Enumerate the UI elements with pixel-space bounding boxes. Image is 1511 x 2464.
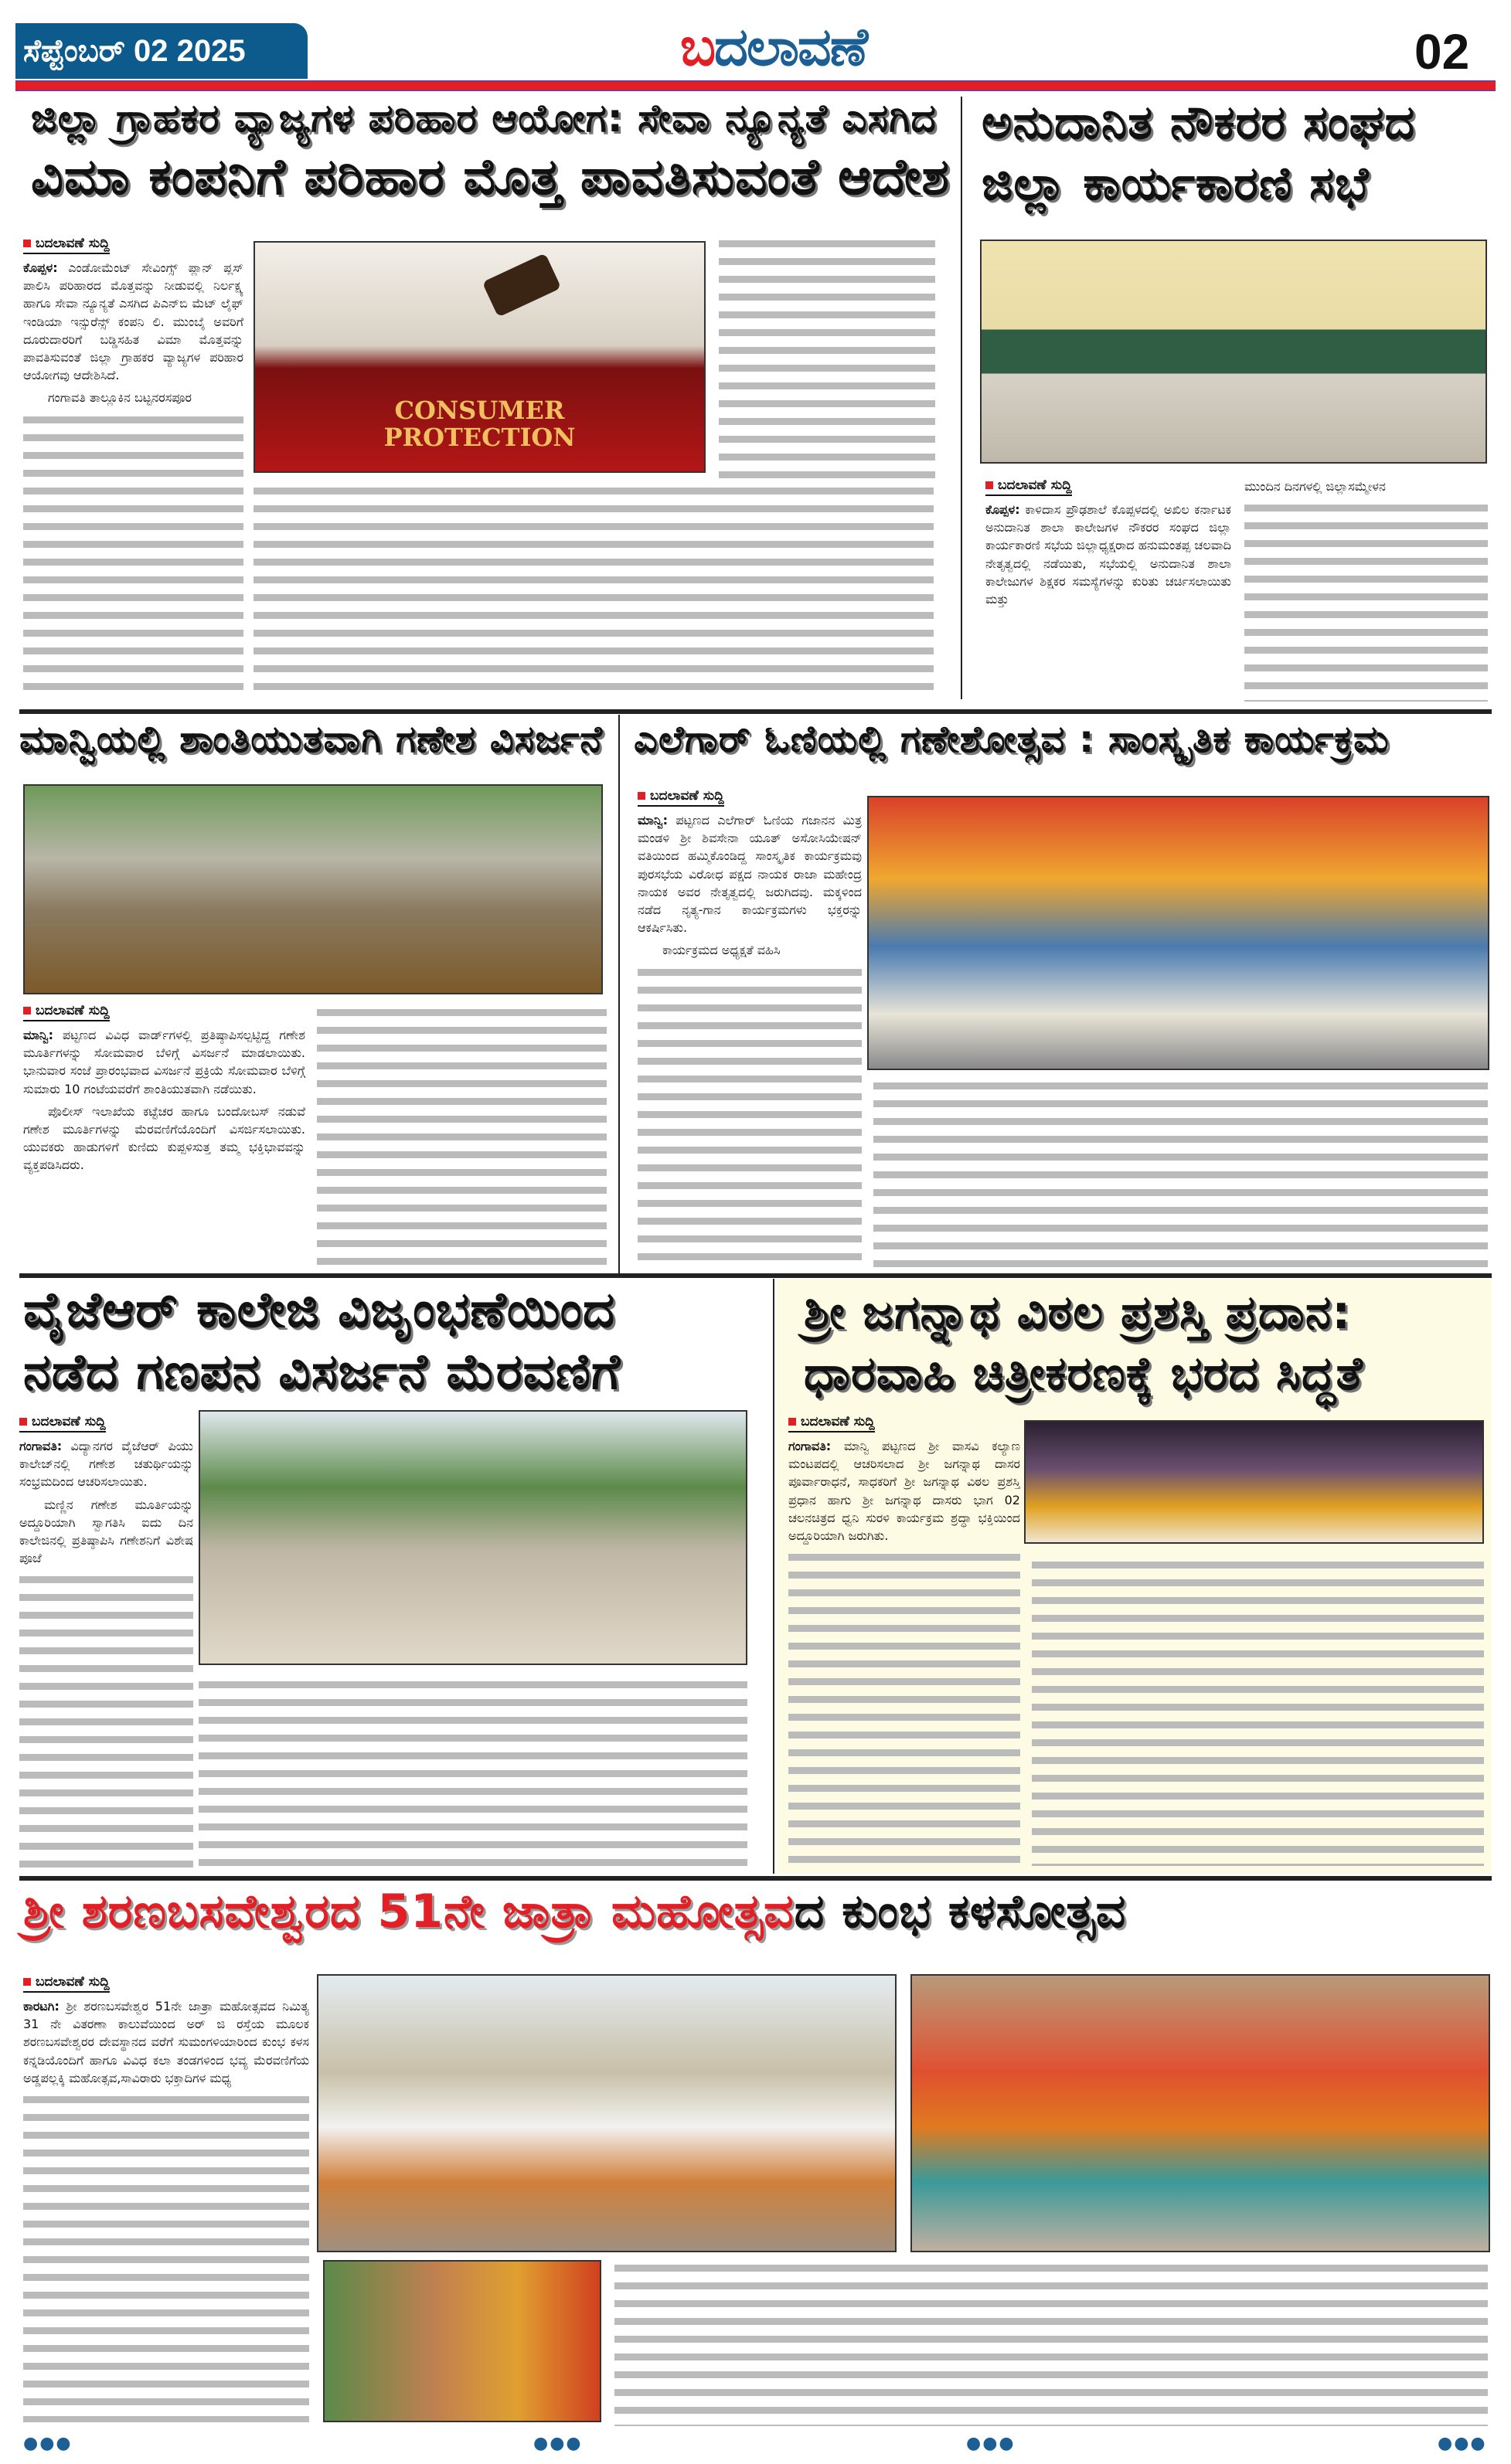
consumer-article-body [23, 236, 243, 699]
photo-text: PROTECTION [383, 423, 576, 453]
headline-line-1: ಶ್ರೀ ಜಗನ್ನಾಥ ವಿಠಲ ಪ್ರಶಸ್ತಿ ಪ್ರದಾನ: [804, 1286, 1352, 1340]
dateline: ಕೊಪ್ಪಳ: [23, 260, 58, 275]
body-text [873, 1078, 1488, 1267]
body-text [638, 964, 862, 1268]
paragraph: ಗಂಗಾವತಿ ತಾಲ್ಲೂಕಿನ ಬಟ್ಟನರಸಪೂರ [48, 390, 192, 406]
procession-crowd-photo [317, 1974, 897, 2252]
dateline: ಕೊಪ್ಪಳ: [985, 502, 1020, 517]
manvi-headline: ಮಾನ್ವಿಯಲ್ಲಿ ಶಾಂತಿಯುತವಾಗಿ ಗಣೇಶ ವಿಸರ್ಜನೆ [19, 718, 603, 761]
byline: ಬದಲಾವಣೆ ಸುದ್ದಿ [788, 1414, 875, 1433]
folk-performer-photo [323, 2260, 601, 2422]
ganeshotsava-group-photo [867, 796, 1489, 1070]
byline: ಬದಲಾವಣೆ ಸುದ್ದಿ [638, 788, 724, 807]
headline-line-2: ನಡೆದ ಗಣಪನ ವಿಸರ್ಜನೆ ಮೆರವಣಿಗೆ [23, 1343, 621, 1401]
body-text [788, 1549, 1020, 1866]
section-divider [19, 1876, 1492, 1881]
footer-decoration: ●●● [1438, 2434, 1487, 2453]
photo-text: CONSUMER [394, 396, 565, 425]
ganesh-immersion-photo [23, 784, 603, 994]
lead-paragraph: ಶ್ರೀ ಶರಣಬಸವೇಶ್ವರ 51ನೇ ಜಾತ್ರಾ ಮಹೋತ್ಸವದ ನಿಮಿತ್ಯ 31 ನೇ ವಿತರಣಾ ಕಾಲುವೆಯಿಂದ ಅರ್ ಜಿ ರಸ್ತೆಯ ಮೂಲಕ ಶರಣಬಸವೇಶ್ವರರ ದೇವಸ್ಥಾನದ ವರೆಗೆ ಸುಮಂಗಳಿಯಾರಿಂದ ಕುಂಭ ಕಳಸ ಕನ್ನಡಿಯೊಂದಿಗೆ ಹಾಗೂ ವಿವಿಧ ಕಲಾ ತಂಡಗಳಿಂದ ಭವ್ಯ ಮೆರವಣಿಗೆಯ ಅಡ್ಡಪಲ್ಲಕ್ಕಿ ಮಹೋತ್ಸವ,ಸಾವಿರಾರು ಭಕ್ತಾದಿಗಳ ಮಧ್ಯ [23, 1999, 309, 2085]
award-ceremony-photo [1024, 1420, 1484, 1544]
issue-date: ಸೆಪ್ಟೆಂಬರ್ 02 2025 [23, 34, 246, 68]
section-divider [19, 1273, 1492, 1278]
headline-line-2: ವಿಮಾ ಕಂಪನಿಗೆ ಪರಿಹಾರ ಮೊತ್ತ ಪಾವತಿಸುವಂತೆ ಆದೇಶ [31, 148, 950, 206]
byline: ಬದಲಾವಣೆ ಸುದ್ದಿ [23, 236, 110, 254]
footer-decoration: ●●● [533, 2434, 583, 2453]
headline-line-1: ಅನುದಾನಿತ ನೌಕರರ ಸಂಘದ [982, 96, 1416, 150]
lead-paragraph: ಎಂಡೋಮೆಂಟ್ ಸೇವಿಂಗ್ಸ್ ಪ್ಲಾನ್ ಪ್ಲಸ್ ಪಾಲಿಸಿ ಪರಿಹಾರದ ಮೊತ್ತವನ್ನು ನೀಡುವಲ್ಲಿ ನಿರ್ಲಕ್ಷ್ಯ ಹಾಗೂ ಸೇವಾ ನ್ಯೂನ್ಯತೆ ಎಸಗಿದ ಪಿಎನ್‌ಬಿ ಮೆಟ್ ಲೈಫ್ ಇಂಡಿಯಾ ಇನ್ಸುರೆನ್ಸ್ ಕಂಪನಿ ಲಿ. ಮುಂಬೈ ಅವರಿಗೆ ದೂರುದಾರರಿಗೆ ಬಡ್ಡಿಸಹಿತ ವಿಮಾ ಮೊತ್ತವನ್ನು ಪಾವತಿಸುವಂತೆ ಜಿಲ್ಲಾ ಗ್ರಾಹಕರ ವ್ಯಾಜ್ಯಗಳ ಪರಿಹಾರ ಆಯೋಗವು ಆದೇಶಿಸಿದೆ. [23, 260, 243, 383]
byline: ಬದಲಾವಣೆ ಸುದ್ದಿ [19, 1414, 106, 1433]
section-divider [19, 709, 1492, 714]
women-kalasha-photo [910, 1974, 1490, 2252]
date-box [15, 23, 308, 79]
byline: ಬದಲಾವಣೆ ಸುದ್ದಿ [985, 478, 1072, 496]
footer-decoration: ●●● [966, 2434, 1016, 2453]
column-divider [961, 97, 962, 699]
body-text [317, 1004, 607, 1267]
lead-paragraph: ಪಟ್ಟಣದ ಎಲೆಗಾರ್ ಓಣಿಯ ಗಜಾನನ ಮಿತ್ರ ಮಂಡಳಿ ಶ್ರೀ ಶಿವಸೇನಾ ಯೂತ್ ಅಸೋಸಿಯೇಷನ್ ವತಿಯಿಂದ ಹಮ್ಮಿಕೊಂಡಿದ್ದ ಸಾಂಸ್ಕೃತಿಕ ಕಾರ್ಯಕ್ರಮವು ಪುರಸಭೆಯ ವಿರೋಧ ಪಕ್ಷದ ನಾಯಕ ರಾಜಾ ಮಹೇಂದ್ರ ನಾಯಕ ಅವರ ನೇತೃತ್ವದಲ್ಲಿ ಜರುಗಿದವು. ಮಕ್ಕಳಿಂದ ನಡೆದ ನೃತ್ಯ-ಗಾನ ಕಾರ್ಯಕ್ರಮಗಳು ಭಕ್ತರನ್ನು ಆಕರ್ಷಿಸಿತು. [638, 813, 862, 936]
headline-red-part: ಶ್ರೀ ಶರಣಬಸವೇಶ್ವರದ 51ನೇ ಜಾತ್ರಾ ಮಹೋತ್ಸವ [23, 1885, 795, 1939]
body-text [719, 236, 935, 483]
yjr-college-headline [23, 1283, 765, 1406]
employees-article-body-2 [1244, 478, 1488, 702]
masthead-logo [680, 17, 866, 79]
jatra-article-body [23, 1974, 309, 2422]
lead-paragraph: ಮಾನ್ವಿ ಪಟ್ಟಣದ ಶ್ರೀ ವಾಸವಿ ಕಲ್ಯಾಣ ಮಂಟಪದಲ್ಲಿ ಆಚರಿಸಲಾದ ಶ್ರೀ ಜಗನ್ನಾಥ ದಾಸರ ಪೂರ್ವಾರಾಧನೆ, ಸಾಧಕರಿಗೆ ಶ್ರೀ ಜಗನ್ನಾಥ ವಿಠಲ ಪ್ರಶಸ್ತಿ ಪ್ರಧಾನ ಹಾಗು ಶ್ರೀ ಜಗನ್ನಾಥ ದಾಸರು ಭಾಗ 02 ಚಲನಚಿತ್ರದ ಧ್ವನಿ ಸುರಳಿ ಕಾರ್ಯಕ್ರಮ ಶ್ರದ್ಧಾ ಭಕ್ತಿಯಿಂದ ಅದ್ದೂರಿಯಾಗಿ ಜರುಗಿತು. [788, 1439, 1020, 1543]
headline-line-1: ಜಿಲ್ಲಾ ಗ್ರಾಹಕರ ವ್ಯಾಜ್ಯಗಳ ಪರಿಹಾರ ಆಯೋಗ: ಸೇವಾ ನ್ಯೂನ್ಯತೆ ಎಸಗಿದ [31, 96, 937, 141]
yjr-article-body [19, 1414, 193, 1870]
body-text [19, 1572, 193, 1870]
dateline: ಗಂಗಾವತಿ: [19, 1439, 63, 1453]
lead-paragraph: ವಿದ್ಯಾನಗರ ವೈಜೆಆರ್ ಪಿಯು ಕಾಲೇಜ್‌ನಲ್ಲಿ ಗಣೇಶ ಚತುರ್ಥಿಯನ್ನು ಸಂಭ್ರಮದಿಂದ ಆಚರಿಸಲಾಯಿತು. [19, 1439, 193, 1490]
employees-headline [982, 97, 1499, 228]
consumer-protection-photo [254, 241, 706, 473]
body-text [1244, 500, 1488, 702]
body-text [1032, 1557, 1484, 1866]
gavel-icon [482, 253, 562, 317]
byline: ಬದಲಾವಣೆ ಸುದ್ದಿ [23, 1003, 110, 1021]
byline: ಬದಲಾವಣೆ ಸುದ್ದಿ [23, 1974, 110, 1993]
body-text [614, 2260, 1488, 2426]
elegar-headline: ಎಲೆಗಾರ್ ಓಣಿಯಲ್ಲಿ ಗಣೇಶೋತ್ಸವ : ಸಾಂಸ್ಕೃತಿಕ ಕಾರ್ಯಕ್ರಮ [634, 718, 1390, 761]
jagannath-headline [804, 1286, 1484, 1410]
masthead-rest: ದಲಾವಣೆ [714, 17, 867, 78]
page-number: 02 [1414, 24, 1470, 80]
dateline: ಮಾನ್ವಿ: [638, 813, 669, 828]
lead-paragraph: ಪಟ್ಟಣದ ವಿವಿಧ ವಾರ್ಡ್‌ಗಳಲ್ಲಿ ಪ್ರತಿಷ್ಠಾಪಿಸಲ್ಪಟ್ಟಿದ್ದ ಗಣೇಶ ಮೂರ್ತಿಗಳನ್ನು ಸೋಮವಾರ ಬೆಳಿಗ್ಗೆ ವಿಸರ್ಜನೆ ಮಾಡಲಾಯಿತು. ಭಾನುವಾರ ಸಂಜೆ ಪ್ರಾರಂಭವಾದ ವಿಸರ್ಜನೆ ಪ್ರಕ್ರಿಯೆ ಸೋಮವಾರ ಬೆಳಿಗ್ಗೆ ಸುಮಾರು 10 ಗಂಟೆಯವರೆಗೆ ಶಾಂತಿಯುತವಾಗಿ ನಡೆಯಿತು. [23, 1028, 305, 1096]
elegar-article-body [638, 788, 862, 1267]
body-text [23, 2092, 309, 2422]
body-text [23, 412, 243, 700]
dateline: ಮಾನ್ವಿ: [23, 1028, 54, 1042]
jatra-headline [23, 1885, 1488, 1939]
procession-photo [199, 1410, 747, 1665]
dateline: ಕಾರಟಗಿ: [23, 1999, 60, 2014]
consumer-headline [31, 97, 951, 228]
footer-decoration: ●●● [23, 2434, 73, 2453]
column-divider [618, 715, 620, 1275]
jagannath-article-body [788, 1414, 1020, 1866]
manvi-article-body [23, 1003, 305, 1267]
body-text [199, 1677, 747, 1870]
paragraph: ಮುಂದಿನ ದಿನಗಳಲ್ಲಿ ಜಿಲ್ಲಾಸಮ್ಮೇಳನ [1244, 479, 1386, 494]
headline-line-1: ವೈಜೆಆರ್ ಕಾಲೇಜಿ ವಿಜೃಂಭಣೆಯಿಂದ [23, 1282, 616, 1339]
column-divider [773, 1279, 774, 1874]
meeting-photo [980, 240, 1487, 464]
body-text [254, 483, 934, 695]
headline-line-2: ಧಾರವಾಹಿ ಚಿತ್ರೀಕರಣಕ್ಕೆ ಭರದ ಸಿದ್ಧತೆ [804, 1347, 1363, 1401]
headline-black-part: ದ ಕುಂಭ ಕಳಸೋತ್ಸವ [794, 1885, 1127, 1939]
masthead-first-letter: ಬ [680, 17, 715, 78]
header-divider [15, 80, 1496, 91]
paragraph: ಕಾರ್ಯಕ್ರಮದ ಅಧ್ಯಕ್ಷತೆ ವಹಿಸಿ [662, 943, 781, 958]
paragraph: ಪೊಲೀಸ್ ಇಲಾಖೆಯ ಕಟ್ಟೆಚರ ಹಾಗೂ ಬಂದೋಬಸ್ ನಡುವೆ ಗಣೇಶ ಮೂರ್ತಿಗಳನ್ನು ಮೆರವಣಿಗೆಯೊಂದಿಗೆ ವಿಸರ್ಜಿಸಲಾಯಿತು. ಯುವಕರು ಹಾಡುಗಳಿಗೆ ಕುಣಿದು ಕುಪ್ಪಳಿಸುತ್ತ ತಮ್ಮ ಭಕ್ತಿಭಾವವನ್ನು ವ್ಯಕ್ತಪಡಿಸಿದರು. [23, 1103, 305, 1173]
dateline: ಗಂಗಾವತಿ: [788, 1439, 832, 1453]
employees-article-body [985, 478, 1231, 702]
headline-line-2: ಜಿಲ್ಲಾ ಕಾರ್ಯಕಾರಣಿ ಸಭೆ [982, 157, 1370, 211]
lead-paragraph: ಕಾಳಿದಾಸ ಪ್ರೌಢಶಾಲೆ ಕೊಪ್ಪಳದಲ್ಲಿ ಅಖಿಲ ಕರ್ನಾಟಕ ಅನುದಾನಿತ ಶಾಲಾ ಕಾಲೇಜಗಳ ನೌಕರರ ಸಂಘದ ಜಿಲ್ಲಾ ಕಾರ್ಯಕಾರಣಿ ಸಭೆಯ ಜಿಲ್ಲಾಧ್ಯಕ್ಷರಾದ ಹನುಮಂತಪ್ಪ ಚಲವಾದಿ ನೇತೃತ್ವದಲ್ಲಿ ನಡೆಯಿತು, ಸಭೆಯಲ್ಲಿ ಅನುದಾನಿತ ಶಾಲಾ ಕಾಲೇಜುಗಳ ಶಿಕ್ಷಕರ ಸಮಸ್ಯೆಗಳನ್ನು ಕುರಿತು ಚರ್ಚಿಸಲಾಯಿತು ಮತ್ತು [985, 502, 1231, 607]
paragraph: ಮಣ್ಣಿನ ಗಣೇಶ ಮೂರ್ತಿಯನ್ನು ಅದ್ದೂರಿಯಾಗಿ ಸ್ವಾಗತಿಸಿ ಐದು ದಿನ ಕಾಲೇಜಿನಲ್ಲಿ ಪ್ರತಿಷ್ಠಾಪಿಸಿ ಗಣೇಶನಿಗೆ ವಿಶೇಷ ಪೂಜೆ [19, 1497, 193, 1566]
